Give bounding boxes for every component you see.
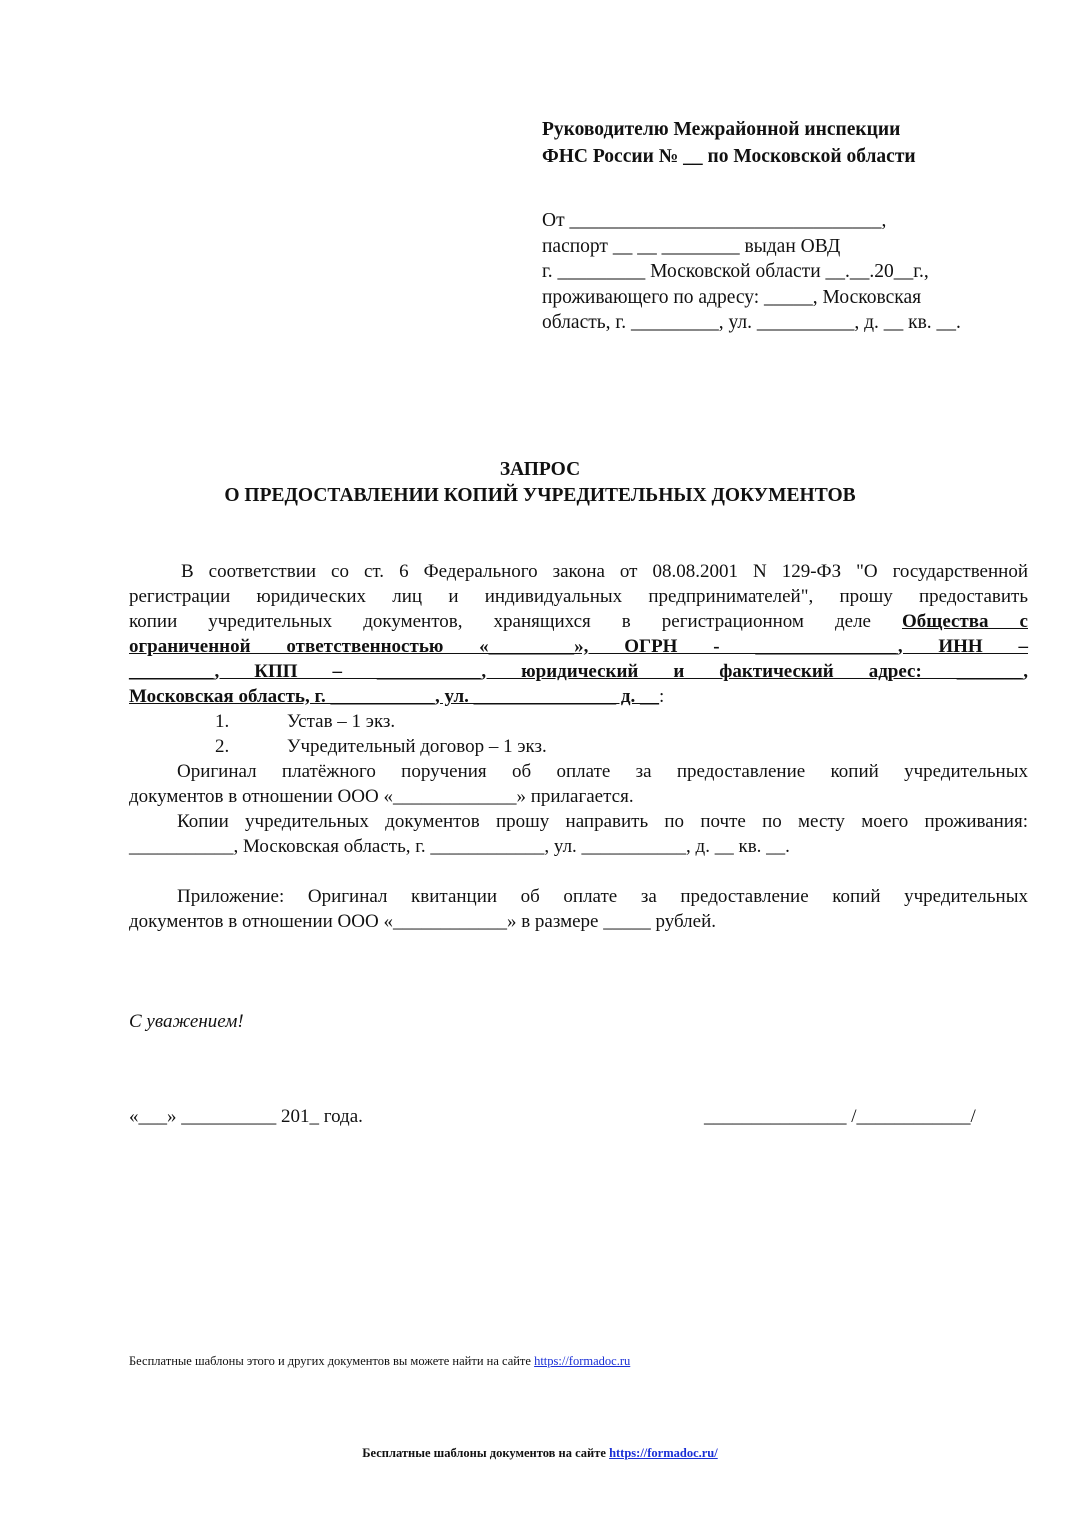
page-footer-link[interactable]: https://formadoc.ru/	[609, 1446, 718, 1460]
company-name-start: Общества с	[902, 611, 1028, 632]
paragraph-line: _________, КПП – ___________, юридический и фактический адрес: _______,	[129, 661, 1028, 682]
signature-line: _______________ /____________/	[704, 1106, 976, 1127]
company-address: Московская область, г. ___________, ул. _______________ д. __	[129, 686, 659, 707]
payment-paragraph	[129, 759, 1028, 809]
paragraph-line: ___________, Московская область, г. ____________, ул. ___________, д. __ кв. __.	[129, 836, 790, 857]
delivery-paragraph	[129, 809, 1028, 859]
list-item-text: Учредительный договор – 1 экз.	[287, 736, 547, 757]
footer-link[interactable]: https://formadoc.ru	[534, 1354, 631, 1368]
sender-line-3: г. _________ Московской области __.__.20__г.,	[542, 261, 929, 282]
list-item-number: 2.	[215, 736, 230, 757]
list-item-number: 1.	[215, 711, 230, 732]
list-item-text: Устав – 1 экз.	[287, 711, 396, 732]
signature-date: «___» __________ 201_ года.	[129, 1106, 363, 1127]
page-footer	[0, 1446, 1080, 1461]
paragraph-line: регистрации юридических лиц и индивидуальных предпринимателей", прошу предоставить	[129, 586, 1028, 607]
paragraph-line: Приложение: Оригинал квитанции об оплате за предоставление копий учредительных	[177, 886, 1028, 907]
paragraph-text: копии учредительных документов, хранящихся в регистрационном деле	[129, 611, 871, 632]
paragraph-line: ограниченной ответственностью «_________», ОГРН - _______________, ИНН –	[129, 636, 1028, 657]
attachment-paragraph	[129, 884, 1028, 934]
footer-note-text: Бесплатные шаблоны этого и других документов вы можете найти на сайте	[129, 1354, 531, 1368]
sender-line-1: От ________________________________,	[542, 210, 887, 231]
paragraph-line	[129, 684, 1028, 709]
paragraph-line: документов в отношении ООО «_____________» прилагается.	[129, 786, 634, 807]
addressee-block	[542, 116, 916, 170]
sender-line-5: область, г. _________, ул. __________, д. __ кв. __.	[542, 312, 961, 333]
sender-block	[542, 208, 961, 336]
addressee-line-1: Руководителю Межрайонной инспекции	[542, 119, 901, 140]
page-footer-text: Бесплатные шаблоны документов на сайте	[362, 1446, 606, 1460]
request-paragraph	[129, 559, 1028, 709]
paragraph-line	[129, 609, 1028, 634]
paragraph-line: Оригинал платёжного поручения об оплате за предоставление копий учредительных	[177, 761, 1028, 782]
paragraph-line: Копии учредительных документов прошу направить по почте по месту моего проживания:	[177, 811, 1028, 832]
document-subtitle: О ПРЕДОСТАВЛЕНИИ КОПИЙ УЧРЕДИТЕЛЬНЫХ ДОКУМЕНТОВ	[224, 485, 856, 506]
sender-line-4: проживающего по адресу: _____, Московская	[542, 286, 922, 308]
paragraph-line: документов в отношении ООО «____________» в размере _____ рублей.	[129, 911, 717, 932]
list-item	[215, 709, 396, 734]
addressee-line-2: ФНС России № __ по Московской области	[542, 146, 916, 167]
footer-note	[129, 1354, 630, 1369]
closing-phrase: С уважением!	[129, 1011, 244, 1032]
paragraph-line: В соответствии со ст. 6 Федерального закона от 08.08.2001 N 129-ФЗ "О государственной	[181, 561, 1028, 582]
sender-line-2: паспорт __ __ ________ выдан ОВД	[542, 235, 841, 257]
document-title: ЗАПРОС	[499, 459, 581, 480]
paragraph-colon: :	[659, 686, 665, 707]
list-item	[215, 734, 547, 759]
